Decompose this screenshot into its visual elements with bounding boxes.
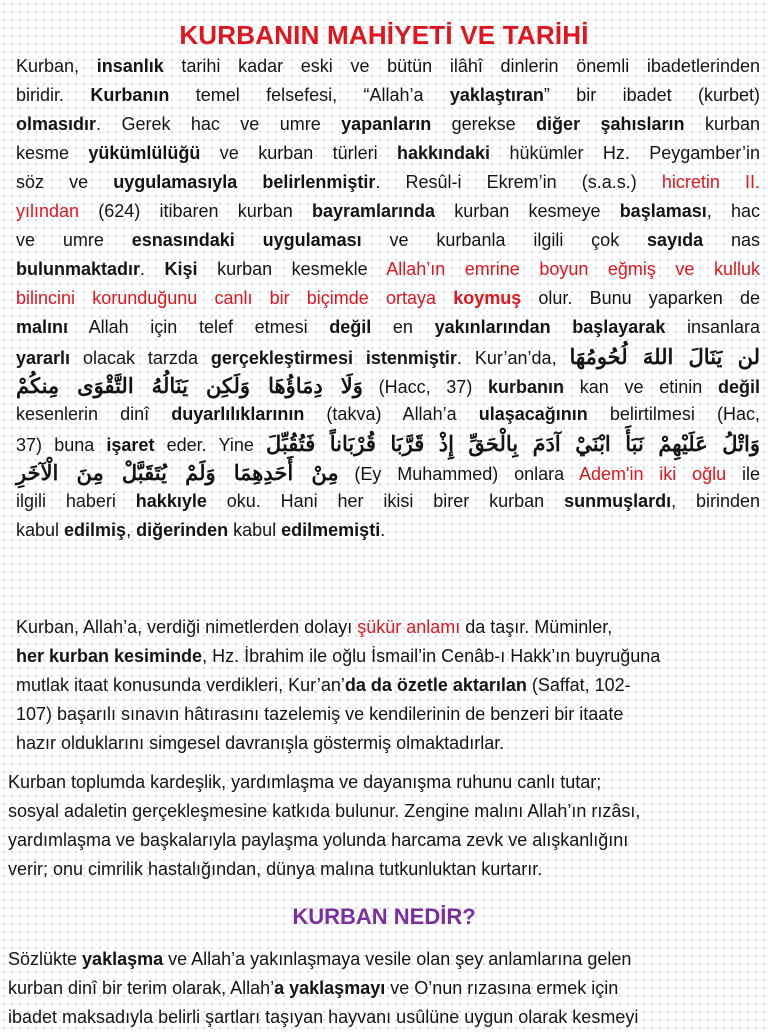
text-line: her kurban kesiminde, Hz. İbrahim ile oğlu İsmail’in Cenâb-ı Hakk’ın buyruğuna <box>16 646 661 666</box>
arabic-verse: وَلَا دِمَاؤُهَا وَلَكِن يَنَالُهُ التَّقْوَى مِنكُمْ <box>16 373 363 398</box>
text-line: مِنْ أَحَدِهِمَا وَلَمْ يُتَقَبَّلْ مِنَ الْآخَرِ (Ey Muhammed) onlara Adem'in iki oğlu ile <box>16 460 760 485</box>
arabic-verse: مِنْ أَحَدِهِمَا وَلَمْ يُتَقَبَّلْ مِنَ الْآخَرِ <box>16 460 339 485</box>
text-line: ilgili haberi hakkıyle oku. Hani her ikisi birer kurban sunmuşlardı, birinden <box>16 491 761 511</box>
text-line: 37) buna işaret eder. Yine وَاتْلُ عَلَيْهِمْ نَبَأَ ابْنَيْ آدَمَ بِالْحَقِّ إِذْ قَرَّبَا قُرْبَاناً فَتُقُبِّلَ <box>16 431 760 456</box>
paragraph-definition <box>8 945 752 1032</box>
text-line: 107) başarılı sınavın hâtırasını tazelemiş ve kendilerinin de benzeri bir itaate <box>16 704 624 724</box>
text-line: وَلَا دِمَاؤُهَا وَلَكِن يَنَالُهُ التَّقْوَى مِنكُمْ (Hacc, 37) kurbanın kan ve etinin değil <box>16 373 760 398</box>
text-line: kabul edilmiş, diğerinden kabul edilmemişti. <box>16 520 386 540</box>
text-line: yardımlaşma ve başkalarıyla paylaşma yolunda harcama zevk ve alışkanlığını <box>8 830 629 850</box>
text-line: yılından (624) itibaren kurban bayramlarında kurban kesmeye başlaması, hac <box>16 201 760 221</box>
section-subtitle: KURBAN NEDİR? <box>292 904 476 929</box>
text-line: kesenlerin dinî duyarlılıklarının (takva) Allah’a ulaşacağının belirtilmesi (Hac, <box>16 404 760 424</box>
text-line: kesme yükümlülüğü ve kurban türleri hakkındaki hükümler Hz. Peygamber’in <box>16 143 760 163</box>
page-title: KURBANIN MAHİYETİ VE TARİHİ <box>179 20 589 50</box>
arabic-verse: وَاتْلُ عَلَيْهِمْ نَبَأَ ابْنَيْ آدَمَ بِالْحَقِّ إِذْ قَرَّبَا قُرْبَاناً فَتُقُبِّلَ <box>266 431 760 456</box>
text-line: ibadet maksadıyla belirli şartları taşıyan hayvanı usûlüne uygun olarak kesmeyi <box>8 1007 639 1027</box>
text-line: Kurban, insanlık tarihi kadar eski ve bütün ilâhî dinlerin önemli ibadetlerinden <box>16 56 760 76</box>
text-line: biridir. Kurbanın temel felsefesi, “Allah’a yaklaştıran” bir ibadet (kurbet) <box>16 85 761 105</box>
text-line: Sözlükte yaklaşma ve Allah’a yakınlaşmaya vesile olan şey anlamlarına gelen <box>8 949 632 969</box>
paragraph-gratitude <box>16 613 760 758</box>
paragraph-society <box>8 768 752 884</box>
text-line: malını Allah için telef etmesi değil en yakınlarından başlayarak insanlara <box>16 317 761 337</box>
text-line: mutlak itaat konusunda verdikleri, Kur’an’da da özetle aktarılan (Saffat, 102- <box>16 675 631 695</box>
text-line: ve umre esnasındaki uygulaması ve kurbanla ilgili çok sayıda nas <box>16 230 760 250</box>
text-line: olmasıdır. Gerek hac ve umre yapanların gerekse diğer şahısların kurban <box>16 114 760 134</box>
text-line: hazır olduklarını simgesel davranışla göstermiş olmaktadırlar. <box>16 733 505 753</box>
text-line: yararlı olacak tarzda gerçekleştirmesi istenmiştir. Kur’an’da, لن يَنَالَ اللهَ لُحُومُهَا <box>16 344 760 369</box>
text-line: verir; onu cimrilik hastalığından, dünya malına tutkunluktan kurtarır. <box>8 859 543 879</box>
text-line: kurban dinî bir terim olarak, Allah’a yaklaşmayı ve O’nun rızasına ermek için <box>8 978 619 998</box>
text-line: bulunmaktadır. Kişi kurban kesmekle Allah’ın emrine boyun eğmiş ve kulluk <box>16 259 760 279</box>
text-line: söz ve uygulamasıyla belirlenmiştir. Resûl-i Ekrem’in (s.a.s.) hicretin II. <box>16 172 760 192</box>
paragraph-history <box>16 52 760 545</box>
text-line: bilincini korunduğunu canlı bir biçimde ortaya koymuş olur. Bunu yaparken de <box>16 288 761 308</box>
text-line: sosyal adaletin gerçekleşmesine katkıda bulunur. Zengine malını Allah’ın rızâsı, <box>8 801 641 821</box>
text-line: Kurban, Allah’a, verdiği nimetlerden dolayı şükür anlamı da taşır. Müminler, <box>16 617 613 637</box>
text-line: Kurban toplumda kardeşlik, yardımlaşma ve dayanışma ruhunu canlı tutar; <box>8 772 602 792</box>
arabic-verse: لن يَنَالَ اللهَ لُحُومُهَا <box>569 344 760 369</box>
